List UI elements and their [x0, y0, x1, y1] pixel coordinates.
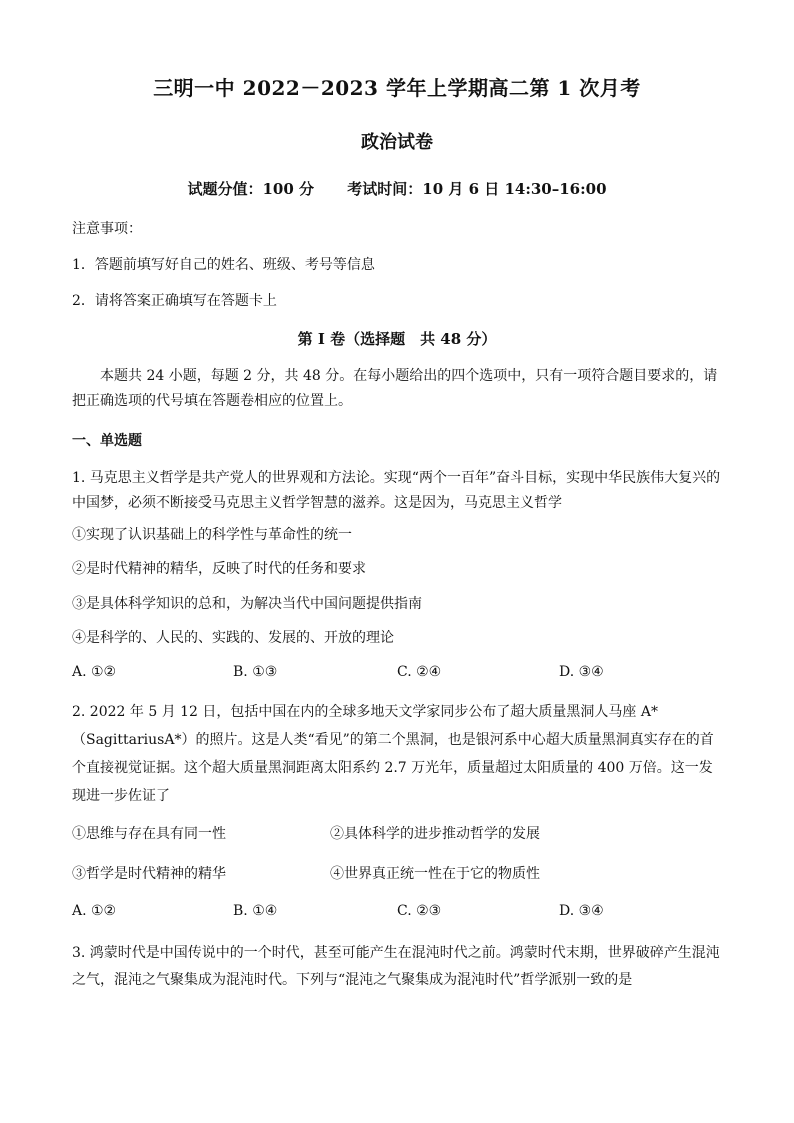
question-1-statement: ④是科学的、人民的、实践的、发展的、开放的理论 — [72, 630, 394, 646]
question-2-options — [72, 903, 724, 921]
question-1-statement: ①实现了认识基础上的科学性与革命性的统一 — [72, 527, 352, 543]
section-title: 第 I 卷（选择题 共 48 分） — [297, 330, 497, 348]
notes-heading: 注意事项： — [72, 221, 142, 237]
note-item: 1．答题前填写好自己的姓名、班级、考号等信息 — [72, 257, 375, 273]
question-2-statement: ①思维与存在具有同一性 — [72, 826, 226, 842]
question-2-statement: ③哲学是时代精神的精华 — [72, 866, 226, 882]
option-c[interactable]: C. ②③ — [397, 903, 442, 919]
note-item: 2．请将答案正确填写在答题卡上 — [72, 293, 277, 309]
option-b[interactable]: B. ①④ — [233, 903, 278, 919]
exam-title: 三明一中 2022－2023 学年上学期高二第 1 次月考 — [153, 76, 641, 100]
question-2-statements-row — [72, 863, 724, 881]
option-a[interactable]: A. ①② — [72, 903, 117, 919]
question-3-stem: 3. 鸿蒙时代是中国传说中的一个时代，甚至可能产生在混沌时代之前。鸿蒙时代末期，世界破碎产生混沌之气，混沌之气聚集成为混沌时代。下列与“混沌之气聚集成为混沌时代”哲学派别一致的是 — [72, 945, 720, 988]
part-label: 一、单选题 — [72, 433, 142, 449]
time-info: 考试时间：10 月 6 日 14:30–16:00 — [347, 180, 607, 198]
option-b[interactable]: B. ①③ — [233, 664, 278, 680]
option-d[interactable]: D. ③④ — [559, 903, 604, 919]
question-2-statement: ④世界真正统一性在于它的物质性 — [330, 866, 540, 882]
exam-meta — [0, 178, 794, 199]
section-instructions: 本题共 24 小题，每题 2 分，共 48 分。在每小题给出的四个选项中，只有一项符合题目要求的，请把正确选项的代号填在答题卷相应的位置上。 — [72, 368, 718, 409]
question-1-stem: 1. 马克思主义哲学是共产党人的世界观和方法论。实现“两个一百年”奋斗目标，实现中华民族伟大复兴的中国梦，必须不断接受马克思主义哲学智慧的滋养。这是因为，马克思主义哲学 — [72, 470, 721, 511]
question-1-options — [72, 664, 724, 682]
option-c[interactable]: C. ②④ — [397, 664, 442, 680]
question-2-stem: 2. 2022 年 5 月 12 日，包括中国在内的全球多地天文学家同步公布了超大质量黑洞人马座 A*（SagittariusA*）的照片。这是人类“看见”的第二个黑洞，也是银河系中心超大质量黑洞真实存在的首个直接视觉证据。这个超大质量黑洞距离太阳系约 2.7 万光年，质量超过太阳质量的 400 万倍。这一发现进一步佐证了 — [72, 704, 714, 804]
question-1-statement: ②是时代精神的精华，反映了时代的任务和要求 — [72, 561, 366, 577]
question-2-statements-row — [72, 823, 724, 841]
question-2-statement: ②具体科学的进步推动哲学的发展 — [330, 826, 540, 842]
question-1-statement: ③是具体科学知识的总和，为解决当代中国问题提供指南 — [72, 596, 422, 612]
option-d[interactable]: D. ③④ — [559, 664, 604, 680]
exam-subject: 政治试卷 — [361, 132, 433, 153]
option-a[interactable]: A. ①② — [72, 664, 117, 680]
score-info: 试题分值：100 分 — [187, 180, 315, 198]
